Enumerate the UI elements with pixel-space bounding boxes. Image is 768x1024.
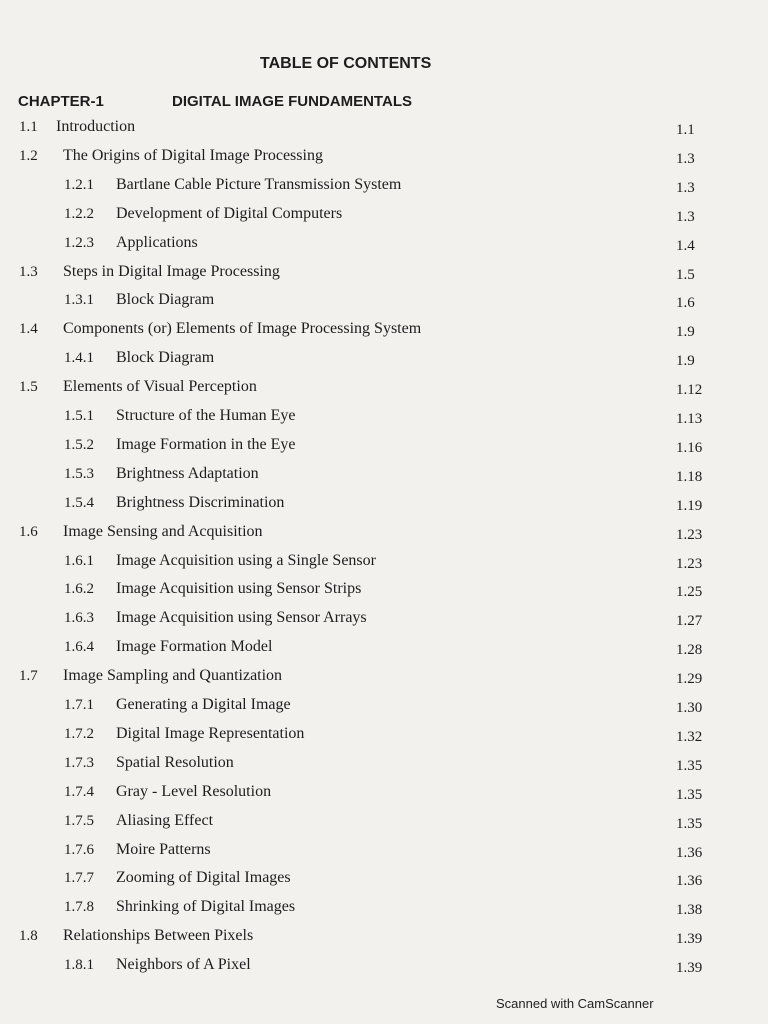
toc-entry-title: Shrinking of Digital Images xyxy=(116,898,296,916)
toc-entry-number: 1.3.1 xyxy=(64,292,94,309)
toc-entry xyxy=(0,234,768,262)
toc-entry-number: 1.7.6 xyxy=(64,841,94,858)
toc-entry-title: Elements of Visual Perception xyxy=(63,378,257,396)
toc-entry-number: 1.7.2 xyxy=(64,725,94,742)
toc-entry-page: 1.12 xyxy=(676,382,703,399)
toc-entry-number: 1.7.7 xyxy=(64,870,94,887)
toc-entry xyxy=(0,667,768,695)
toc-entry xyxy=(0,580,768,608)
toc-entry xyxy=(0,609,768,637)
toc-entry-number: 1.8.1 xyxy=(64,957,94,974)
toc-entry-page: 1.4 xyxy=(676,237,695,254)
toc-page: TABLE OF CONTENTS CHAPTER-1 DIGITAL IMAGE FUNDAMENTALS 1.1 Introduction 1.1 1.2 The Origins of Digital Image Processing 1.3 1.2.1 Bartlane Cable Picture Transmission System 1.3 1.2.2 Development of Digital Computers 1.3 1.2.3 Applications 1.4 1.3 Steps in Digital Image Processing 1.5 1.3.1 Block Diagram 1.6 1.4 Components (or) Elements of Image Processing System 1.9 1.4.1 Block Diagram 1.9 1.5 Elements of Visual Perception 1.12 1.5.1 Structure of the Human Eye 1.13 1.5.2 Image Formation in the Eye 1.16 1.5.3 Brightness Adaptation 1.18 1.5.4 Brightness Discrimination 1.19 1.6 Image Sensing and Acquisition 1.23 1.6.1 Image Acquisition using a Single Sensor 1.23 1.6.2 Image Acquisition using Sensor Strips 1.25 1.6.3 Image Acquisition using Sensor Arrays 1.27 1.6.4 Image Formation Model 1.28 1.7 Image Sampling and Quantization 1.29 1.7.1 Generating a Digital Image 1.30 1.7.2 Digital Image Representation 1.32 1.7.3 Spatial Resolution 1.35 1.7.4 Gray - Level Resolution 1.35 1.7.5 Aliasing Effect 1.35 1.7.6 Moire Patterns 1.36 1.7.7 Zooming of Digital Images 1.36 1.7.8 Shrinking of Digital Images 1.38 1.8 Relationships Between Pixels 1.39 1.8.1 Neighbors of A Pixel 1.39 Scanned with CamScanner xyxy=(0,0,768,1024)
toc-entry xyxy=(0,812,768,840)
toc-entry-number: 1.5 xyxy=(19,379,38,396)
toc-entry xyxy=(0,291,768,319)
toc-entry-page: 1.32 xyxy=(676,728,703,745)
toc-entry-number: 1.7.3 xyxy=(64,754,94,771)
toc-entry xyxy=(0,147,768,175)
toc-entry-page: 1.36 xyxy=(676,873,703,890)
toc-entry-number: 1.7.4 xyxy=(64,783,94,800)
toc-entry-title: Aliasing Effect xyxy=(116,811,214,829)
toc-entry-title: Image Formation in the Eye xyxy=(116,435,296,453)
toc-entry-number: 1.6.1 xyxy=(64,552,94,569)
toc-entry xyxy=(0,869,768,897)
toc-entry-page: 1.3 xyxy=(676,208,695,225)
toc-entry-page: 1.25 xyxy=(676,584,703,601)
toc-entry-number: 1.2.1 xyxy=(64,176,94,193)
toc-entry-title: Spatial Resolution xyxy=(116,753,234,771)
toc-entry-page: 1.39 xyxy=(676,960,703,977)
toc-entry-page: 1.35 xyxy=(676,757,703,774)
toc-entry-page: 1.3 xyxy=(676,179,695,196)
toc-entry-number: 1.5.4 xyxy=(64,494,94,511)
toc-entry xyxy=(0,378,768,406)
toc-entry-page: 1.23 xyxy=(676,526,703,543)
toc-entry xyxy=(0,696,768,724)
toc-entry-title: Moire Patterns xyxy=(116,840,211,858)
toc-entry-page: 1.9 xyxy=(676,353,695,370)
toc-entry-title: Introduction xyxy=(56,118,136,135)
toc-entry-number: 1.5.2 xyxy=(64,436,94,453)
toc-entry-page: 1.19 xyxy=(676,497,703,514)
toc-entry xyxy=(0,841,768,869)
toc-entry-page: 1.29 xyxy=(676,671,703,688)
toc-entry-title: Bartlane Cable Picture Transmission System xyxy=(116,175,402,193)
toc-entry-title: Digital Image Representation xyxy=(116,724,305,742)
toc-entry-page: 1.1 xyxy=(676,122,695,138)
toc-entry-title: Image Sensing and Acquisition xyxy=(63,522,263,540)
scanner-watermark: Scanned with CamScanner xyxy=(496,996,654,1011)
toc-entry-title: Zooming of Digital Images xyxy=(116,869,291,887)
toc-entry-title: Image Sampling and Quantization xyxy=(63,667,283,685)
toc-entry-page: 1.23 xyxy=(676,555,703,572)
toc-entry-title: Block Diagram xyxy=(116,349,215,367)
toc-entry-title: Image Formation Model xyxy=(116,638,273,656)
toc-entry-number: 1.5.3 xyxy=(64,465,94,482)
toc-entry xyxy=(0,465,768,493)
toc-entry xyxy=(0,263,768,291)
toc-entry-number: 1.7.5 xyxy=(64,812,94,829)
toc-entry xyxy=(0,205,768,233)
toc-entry-page: 1.3 xyxy=(676,150,695,167)
toc-entry-title: Relationships Between Pixels xyxy=(63,927,254,945)
toc-entry-number: 1.4.1 xyxy=(64,350,94,367)
toc-entry-title: Image Acquisition using a Single Sensor xyxy=(116,551,376,569)
toc-entry-page: 1.9 xyxy=(676,324,695,341)
toc-entry-number: 1.7.1 xyxy=(64,697,94,713)
toc-entry-number: 1.2.3 xyxy=(64,234,94,251)
toc-entry-page: 1.30 xyxy=(676,700,703,716)
toc-entry-page: 1.13 xyxy=(676,411,703,427)
toc-entry xyxy=(0,523,768,551)
toc-entry xyxy=(0,725,768,753)
toc-entry-title: Brightness Adaptation xyxy=(116,464,259,482)
toc-entry-page: 1.39 xyxy=(676,931,703,948)
toc-entry xyxy=(0,407,768,435)
toc-entry xyxy=(0,898,768,926)
toc-entry-title: Steps in Digital Image Processing xyxy=(63,262,280,280)
toc-entry-number: 1.7.8 xyxy=(64,899,94,916)
toc-entry-number: 1.2.2 xyxy=(64,205,94,222)
toc-entry-title: Development of Digital Computers xyxy=(116,204,343,222)
toc-entry-page: 1.38 xyxy=(676,902,703,919)
toc-entry-number: 1.6.4 xyxy=(64,639,94,656)
toc-entry xyxy=(0,436,768,464)
toc-entry xyxy=(0,552,768,580)
toc-entry-page: 1.6 xyxy=(676,295,695,312)
toc-entry xyxy=(0,320,768,348)
toc-entry-title: Components (or) Elements of Image Processing System xyxy=(63,320,422,338)
toc-entry-page: 1.36 xyxy=(676,844,703,861)
toc-entry xyxy=(0,927,768,955)
toc-entry-number: 1.1 xyxy=(19,119,38,135)
toc-entry-number: 1.6 xyxy=(19,523,38,540)
toc-entry xyxy=(0,176,768,204)
toc-entry-number: 1.6.2 xyxy=(64,581,94,598)
toc-entry-title: Image Acquisition using Sensor Strips xyxy=(116,580,362,598)
toc-entry xyxy=(0,118,768,146)
toc-entry xyxy=(0,783,768,811)
toc-entry xyxy=(0,349,768,377)
toc-entry-title: Brightness Discrimination xyxy=(116,493,285,511)
toc-entry-number: 1.8 xyxy=(19,928,38,945)
toc-entry-number: 1.6.3 xyxy=(64,610,94,627)
toc-entry-page: 1.35 xyxy=(676,815,703,832)
toc-entry-number: 1.7 xyxy=(19,668,38,685)
toc-entry-page: 1.16 xyxy=(676,439,703,456)
toc-entry-title: Neighbors of A Pixel xyxy=(116,956,251,974)
toc-entry-page: 1.27 xyxy=(676,613,703,630)
toc-entry xyxy=(0,754,768,782)
toc-entry xyxy=(0,956,768,984)
toc-entry-title: Generating a Digital Image xyxy=(116,696,291,713)
toc-entry-title: Structure of the Human Eye xyxy=(116,407,296,424)
toc-entry-title: Gray - Level Resolution xyxy=(116,782,272,800)
toc-entry-title: Block Diagram xyxy=(116,291,215,309)
toc-entry-page: 1.18 xyxy=(676,468,703,485)
toc-entry-page: 1.28 xyxy=(676,642,703,659)
chapter-label: CHAPTER-1 xyxy=(18,93,104,110)
toc-entry-page: 1.5 xyxy=(676,266,695,283)
toc-entry-page: 1.35 xyxy=(676,786,703,803)
toc-entry-number: 1.4 xyxy=(19,321,38,338)
toc-entry-title: Image Acquisition using Sensor Arrays xyxy=(116,609,367,627)
toc-entry xyxy=(0,494,768,522)
chapter-title: DIGITAL IMAGE FUNDAMENTALS xyxy=(172,93,412,110)
toc-entry-title: The Origins of Digital Image Processing xyxy=(63,146,323,164)
toc-entry-number: 1.3 xyxy=(19,263,38,280)
toc-entry-number: 1.5.1 xyxy=(64,408,94,424)
toc-entry-title: Applications xyxy=(116,233,198,251)
toc-entry-number: 1.2 xyxy=(19,147,38,164)
toc-entry xyxy=(0,638,768,666)
